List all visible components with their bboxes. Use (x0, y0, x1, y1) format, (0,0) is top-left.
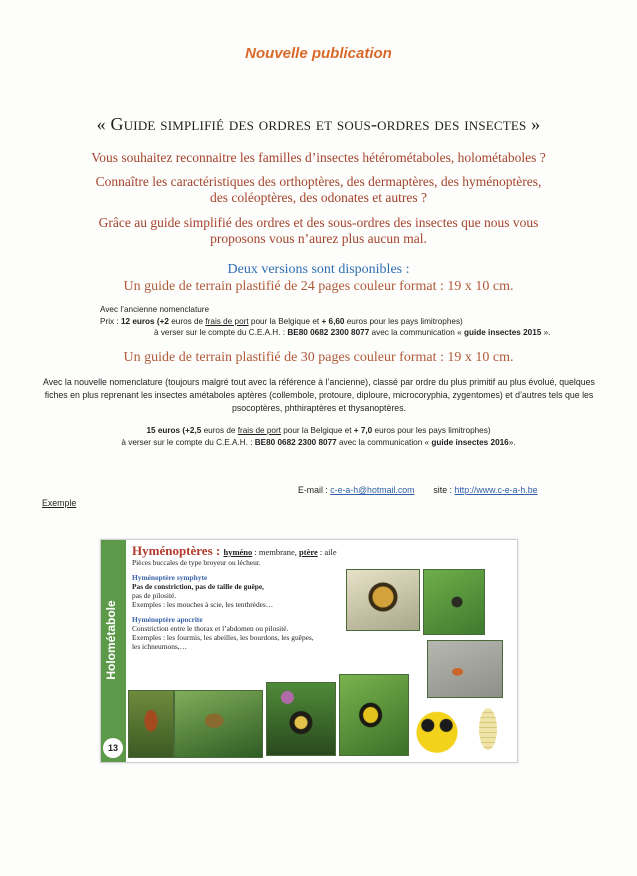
symphyte-heading: Hyménoptère symphyte (132, 573, 208, 582)
price-extra: euros pour les pays limitrophes) (344, 316, 463, 326)
card-title-line (132, 543, 344, 558)
price-extra: + 7,0 (353, 426, 373, 435)
version-2-guide: Un guide de terrain plastifié de 30 pages couleur format : 19 x 10 cm. (123, 350, 514, 365)
ichneumon-photo (427, 640, 503, 698)
price-extra: euros pour les pays limitrophes) (372, 426, 491, 435)
card-title: Hyménoptères : (132, 543, 224, 558)
site-label: site : (433, 485, 455, 495)
version-1-details (100, 304, 580, 339)
price-extra: (+2 (154, 316, 172, 326)
etymology-term: ptère (299, 547, 318, 557)
sawfly-photo (423, 569, 485, 635)
apocrite-heading: Hyménoptère apocrite (132, 615, 203, 624)
bank-account: BE80 0682 2300 8077 (254, 437, 337, 447)
communication-ref: guide insectes 2016 (431, 437, 509, 447)
bank-account: BE80 0682 2300 8077 (287, 328, 370, 337)
communication-suffix: ». (541, 328, 551, 337)
version-2-price-line (0, 425, 637, 437)
intro-line2: proposons vous n’aurez plus aucun mal. (210, 231, 427, 246)
price-extra: (+2,5 (180, 426, 204, 435)
bee-on-flower-photo (174, 690, 263, 758)
version-2-price: 15 euros (146, 426, 181, 435)
intro-paragraph (0, 215, 637, 247)
version-1-nomenclature: Avec l’ancienne nomenclature (100, 305, 210, 314)
site-link[interactable]: http://www.c-e-a-h.be (454, 485, 538, 495)
etymology-term: hyméno (223, 547, 253, 557)
account-prefix: à verser sur le compte du C.E.A.H. : (121, 437, 255, 447)
communication-prefix: avec la communication « (369, 328, 464, 337)
contact-line (298, 485, 538, 495)
symphyte-line1: Pas de constriction, pas de taille de guêpe, (132, 582, 264, 591)
question-2-line2: des coléoptères, des odonates et autres ? (209, 190, 428, 205)
symphyte-line2: pas de pilosité. (132, 591, 177, 600)
price-extra: pour la Belgique et (248, 316, 322, 326)
apocrite-examples-line2: les ichneumons,… (132, 642, 188, 651)
account-prefix: à verser sur le compte du C.E.A.H. : (154, 328, 288, 337)
version-1-guide: Un guide de terrain plastifié de 24 pages couleur format : 19 x 10 cm. (123, 279, 514, 294)
example-card (100, 539, 518, 763)
sidebar-label: Holométabole (104, 600, 118, 680)
publication-heading: Nouvelle publication (245, 45, 392, 62)
communication-ref: guide insectes 2015 (463, 328, 542, 337)
page-number: 13 (103, 738, 123, 758)
version-1-account-line (100, 327, 580, 339)
communication-suffix: ». (508, 437, 516, 447)
etymology-meaning: : membrane, (252, 547, 300, 557)
larva-illustration (479, 708, 497, 750)
wasp-on-leaf-photo (346, 569, 420, 631)
question-2 (0, 174, 637, 206)
price-extra: + 6,60 (321, 316, 345, 326)
apocrite-examples-line1: Exemples : les fourmis, les abeilles, les bourdons, les guêpes, (132, 633, 314, 642)
mouthparts: Pièces buccales de type broyeur ou lécheur. (132, 558, 261, 567)
bumblebee-photo (266, 682, 336, 756)
email-label: E-mail : (298, 485, 331, 495)
etymology-meaning: : aile (317, 547, 337, 557)
card-sidebar (101, 540, 126, 762)
price-extra: pour la Belgique et (280, 426, 354, 435)
price-extra: euros de (203, 426, 238, 435)
shipping-link[interactable]: frais de port (237, 426, 281, 435)
wasp-head-illustration (414, 707, 460, 753)
symphyte-examples: Exemples : les mouches à scie, les tenthrèdes… (132, 600, 274, 609)
intro-line1: Grâce au guide simplifié des ordres et des sous-ordres des insectes que nous vous (98, 215, 539, 230)
version-2-description: Avec la nouvelle nomenclature (toujours malgré tout avec la référence à l’ancienne), classé par ordre du plus primitif au plus évolué, quelques fiches en plus reprenant les insectes amétaboles aptères (collembole, protoure, diploure, microcoryphia, zygentomes) et d’autres tels que les psocoptères, phthiraptères et thysanoptères. (43, 377, 595, 413)
guide-title: « Guide simplifié des ordres et sous-ordres des insectes » (96, 114, 541, 134)
ant-photo (128, 690, 174, 758)
price-extra: euros de (171, 316, 206, 326)
example-label: Exemple (42, 498, 77, 508)
email-link[interactable]: c-e-a-h@hotmail.com (330, 485, 415, 495)
versions-heading: Deux versions sont disponibles : (227, 262, 410, 277)
communication-prefix: avec la communication « (336, 437, 432, 447)
apocrite-line1: Constriction entre le thorax et l’abdomen ou pilosité. (132, 624, 289, 633)
version-1-price-line (100, 316, 580, 328)
version-2-account-line (0, 437, 637, 449)
version-2-details (0, 425, 637, 448)
price-prefix: Prix : (100, 316, 121, 326)
question-1: Vous souhaitez reconnaitre les familles d’insectes hétérométaboles, holométaboles ? (91, 150, 546, 165)
question-2-line1: Connaître les caractéristiques des orthoptères, des dermaptères, des hyménoptères, (95, 174, 542, 189)
wasp-photo (339, 674, 409, 756)
version-1-price: 12 euros (120, 316, 155, 326)
card-text (132, 543, 344, 651)
shipping-link[interactable]: frais de port (205, 316, 249, 326)
